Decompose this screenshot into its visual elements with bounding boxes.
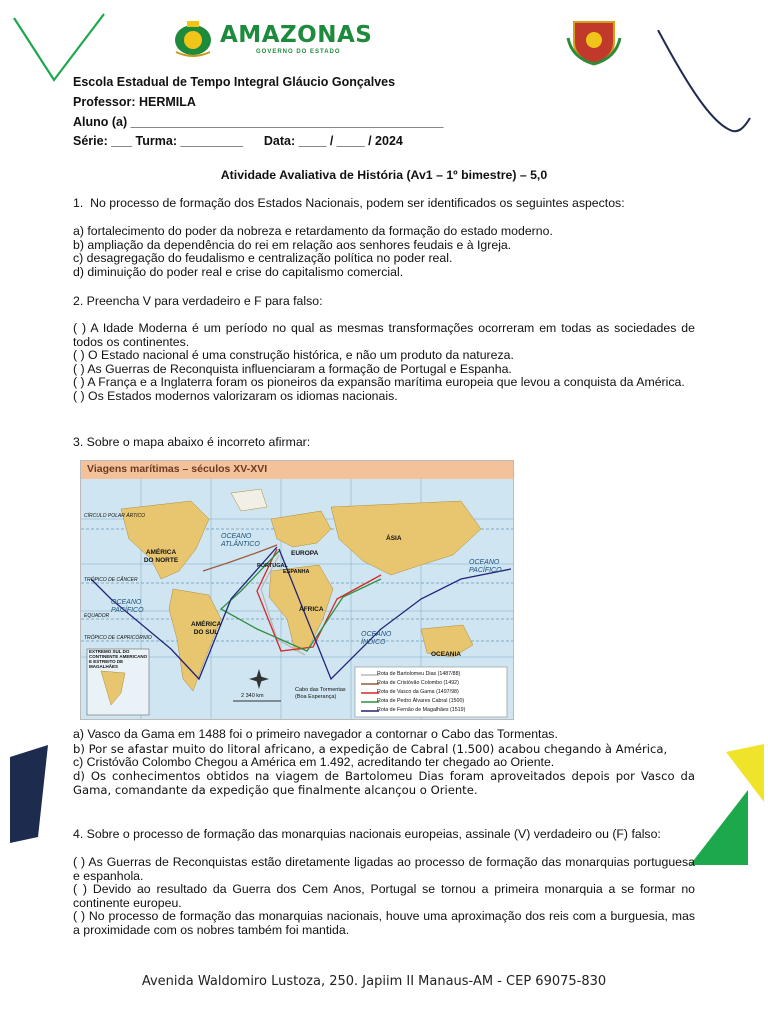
map-label-portugal: PORTUGAL [257,563,288,569]
class-date-line: Série: ___ Turma: _________ Data: ____ / ____ / 2024 [73,134,403,148]
legend-item: Rota de Bartolomeu Dias (1487/88) [377,671,461,677]
question-2-item-1: ( ) A Idade Moderna é um período no qual as mesmas transformações ocorreram em todas as sociedades de todos os continentes. [73,321,695,349]
question-1-option-b: b) ampliação da dependência do rei em relação aos senhores feudais e à Igreja. [73,237,512,252]
top-right-swoosh-decoration [650,30,768,140]
question-1-options [73,225,693,279]
question-1-prompt: 1. No processo de formação dos Estados Nacionais, podem ser identificados os seguintes aspectos: [73,196,625,210]
question-4-items [73,856,695,938]
map-legend [377,670,465,715]
teacher-line: Professor: HERMILA [73,95,196,109]
amazonas-coat-of-arms-icon [170,18,216,58]
map-label-asia: ÁSIA [386,535,402,542]
footer-address: Avenida Waldomiro Lustoza, 250. Japiim II Manaus-AM - CEP 69075-830 [141,974,607,989]
map-label-oceano-atlantico: OCEANO ATLÂNTICO [221,533,260,548]
question-4-item-2: ( ) Devido ao resultado da Guerra dos Cem Anos, Portugal se tornou a primeira monarquia a se formar no continente europeu. [73,882,695,910]
legend-item: Rota de Vasco da Gama (1497/98) [377,689,459,695]
question-3-options [73,728,695,797]
question-2-item-4: ( ) A França e a Inglaterra foram os pioneiros da expansão marítima europeia que levou a conquista da América. [73,375,685,390]
amazonas-logo-subtitle: GOVERNO DO ESTADO [256,49,341,55]
question-4-prompt: 4. Sobre o processo de formação das monarquias nacionais europeias, assinale (V) verdadeiro ou (F) falso: [73,827,661,841]
map-label-cabo-tormentas: Cabo das Tormentas (Boa Esperança) [295,687,346,700]
question-4-item-3: ( ) No processo de formação das monarquias nacionais, houve uma aproximação dos reis com a burguesia, mas a proximidade com os nobres também foi mantida. [73,909,695,937]
question-1-option-d: d) diminuição do poder real e crise do capitalismo comercial. [73,264,404,279]
question-2-item-2: ( ) O Estado nacional é uma construção histórica, e não um produto da natureza. [73,348,514,363]
question-2-items [73,322,695,404]
question-3-option-c: c) Cristóvão Colombo Chegou a América em 1.492, acreditando ter chegado ao Oriente. [73,754,555,769]
activity-title: Atividade Avaliativa de História (Av1 – 1º bimestre) – 5,0 [220,168,548,182]
map-label-oceano-pacifico-east: OCEANO PACÍFICO [469,559,502,574]
map-label-oceania: OCEANIA [431,651,461,658]
student-line: Aluno (a) _____________________________________________ [73,115,444,129]
amazonas-logo-text: AMAZONAS [220,22,373,48]
map-label-circulo-polar: CÍRCULO POLAR ÁRTICO [84,513,146,519]
map-label-america-sul: AMÉRICA DO SUL [191,621,222,636]
left-navy-shape-decoration [0,745,52,845]
map-label-oceano-pacifico-west: OCEANO PACÍFICO [111,599,144,614]
map-label-oceano-indico: OCEANO ÍNDICO [361,631,392,646]
legend-item: Rota de Pedro Álvares Cabral (1500) [377,698,465,704]
map-label-tropico-capricornio: TRÓPICO DE CAPRICÓRNIO [84,635,152,641]
question-3-option-d: d) Os conhecimentos obtidos na viagem de Bartolomeu Dias foram aproveitados depois por Vasco da Gama, comandante da expedição que finalmente alcançou o Oriente. [73,769,695,798]
question-2-item-5: ( ) Os Estados modernos valorizaram os idiomas nacionais. [73,388,398,403]
question-3-option-a: a) Vasco da Gama em 1488 foi o primeiro navegador a contornar o Cabo das Tormentas. [73,727,558,741]
legend-item: Rota de Cristóvão Colombo (1492) [377,680,459,686]
map-label-espanha: ESPANHA [283,569,310,575]
question-2-prompt: 2. Preencha V para verdadeiro e F para falso: [73,294,323,308]
question-2-item-3: ( ) As Guerras de Reconquista influenciaram a formação de Portugal e Espanha. [73,361,512,376]
question-1-option-a: a) fortalecimento do poder da nobreza e retardamento da formação do estado moderno. [73,224,553,238]
school-crest-icon [566,18,622,66]
map-label-tropico-cancer: TRÓPICO DE CÂNCER [84,577,138,583]
question-1-option-c: c) desagregação do feudalismo e centralização política no poder real. [73,251,453,266]
school-name: Escola Estadual de Tempo Integral Gláucio Gonçalves [73,75,396,89]
legend-item: Rota de Fernão de Magalhães (1519) [377,707,466,713]
compass-rose-icon [249,669,269,689]
question-3-prompt: 3. Sobre o mapa abaixo é incorreto afirmar: [73,435,311,449]
map-label-america-norte: AMÉRICA DO NORTE [143,549,179,564]
question-4-item-1: ( ) As Guerras de Reconquistas estão diretamente ligadas ao processo de formação das monarquias portuguesa e espanhola. [73,855,695,883]
question-3-option-b: b) Por se afastar muito do litoral africano, a expedição de Cabral (1.500) acabou chegando à América, [73,741,668,756]
map-title: Viagens marítimas – séculos XV-XVI [87,463,268,475]
map-label-equador: EQUADOR [84,613,110,619]
map-inset-label: EXTREMO SUL DO CONTINENTE AMERICANO E ESTREITO DE MAGALHÃES [89,649,148,669]
map-label-africa: ÁFRICA [299,606,324,613]
map-scale-label: 2 340 km [241,693,264,699]
map-label-europa: EUROPA [291,550,319,557]
maritime-voyages-map [80,460,514,720]
